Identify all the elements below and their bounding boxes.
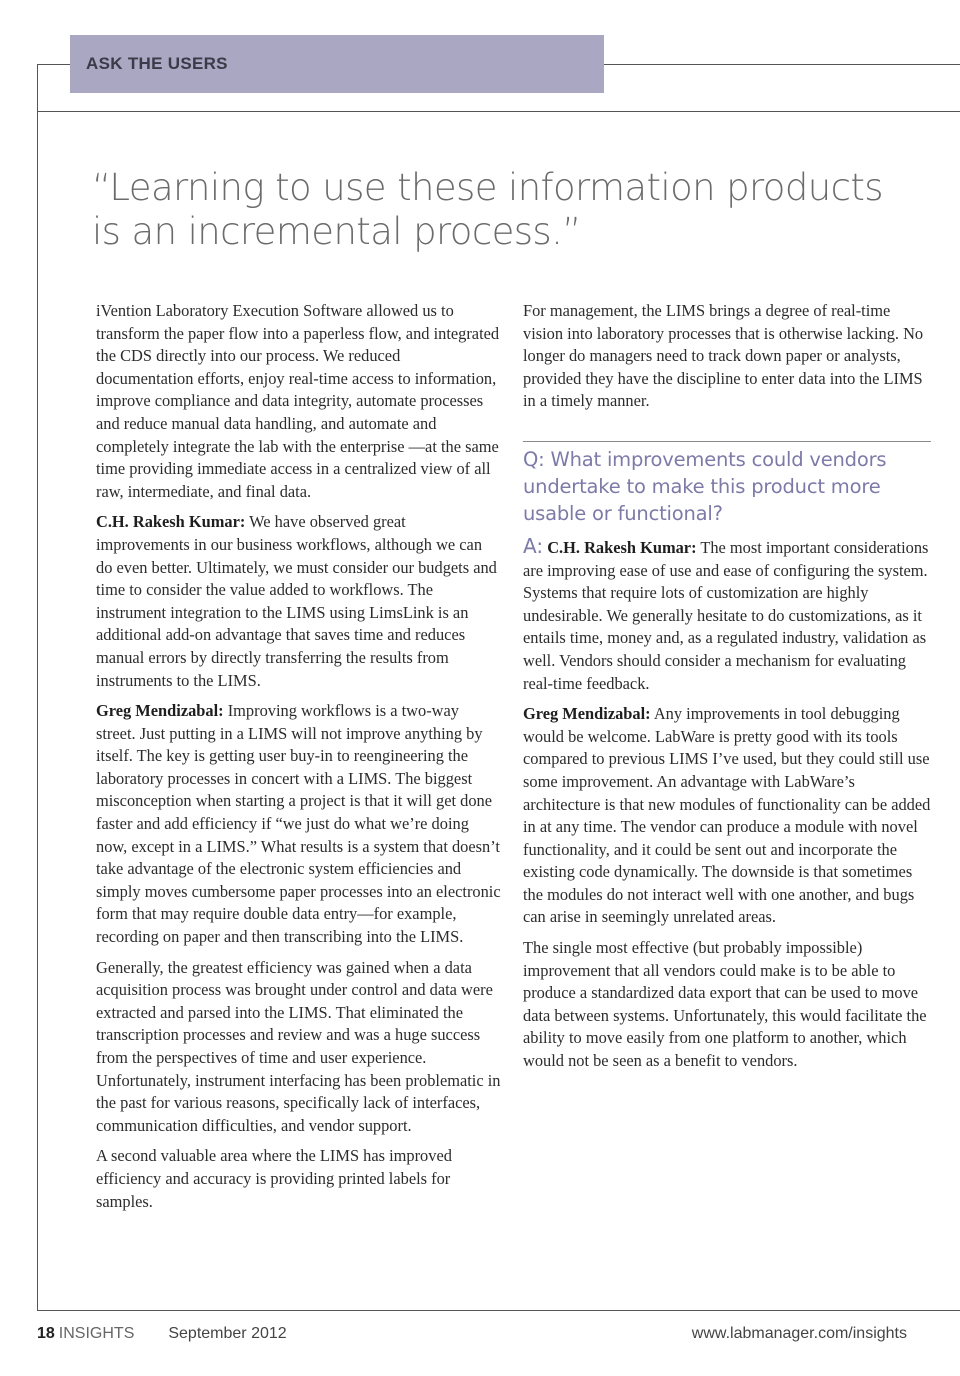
question	[523, 446, 931, 527]
pull-quote: “Learning to use these information products is an incremental process.”	[92, 166, 883, 253]
speaker-name: Greg Mendizabal:	[523, 704, 651, 724]
section-tab	[70, 35, 604, 93]
question-text: What improvements could vendors undertake to make this product more usable or functional?	[523, 447, 887, 525]
answer-prefix: A:	[523, 533, 544, 558]
question-prefix: Q:	[523, 447, 545, 471]
footer-section: INSIGHTS	[58, 1325, 135, 1342]
frame-left-rule	[37, 64, 38, 1311]
footer-date: September 2012	[168, 1325, 287, 1342]
speaker-name: Greg Mendizabal:	[96, 701, 224, 721]
speaker-name: C.H. Rakesh Kumar:	[547, 537, 697, 557]
frame-top-rule-right	[604, 64, 960, 65]
frame-top-rule-left	[37, 64, 70, 65]
speaker-name: C.H. Rakesh Kumar:	[96, 512, 246, 532]
page-number: 18	[37, 1325, 55, 1342]
frame-bottom-rule	[37, 1310, 960, 1311]
paragraph: A second valuable area where the LIMS has improved efficiency and accuracy is providing printed labels for samples.	[96, 1146, 452, 1211]
paragraph	[96, 700, 501, 949]
footer-url: www.labmanager.com/insights	[691, 1325, 907, 1342]
paragraph-text: Improving workflows is a two-way street. Just putting in a LIMS will not improve anything by itself. The key is getting user buy-in to reengineering the laboratory processes in concert with a LIMS. The biggest misconception when starting a project is that it will get done faster and add efficiency if “we just do what we’re doing now, except in a LIMS.” What results is a system that doesn’t take advantage of the electronic system efficiencies and simply moves cumbersome paper processes into an electronic form that may require double data entry—for example, recording on paper and then transcribing into the LIMS.	[96, 701, 501, 947]
paragraph: Generally, the greatest efficiency was gained when a data acquisition process was brought under control and data were extracted and parsed into the LIMS. That eliminated the transcription processes and review and was a huge success from the perspectives of time and user experience. Unfortunately, instrument interfacing has been problematic in the past for various reasons, specifically lack of interfaces, communication difficulties, and vendor support.	[96, 957, 501, 1135]
answer-paragraph	[523, 535, 931, 695]
paragraph: For management, the LIMS brings a degree of real-time vision into laboratory processes that is otherwise lacking. No longer do managers need to track down paper or analysts, provided they have the discipline to enter data into the LIMS in a timely manner.	[523, 301, 924, 411]
paragraph: iVention Laboratory Execution Software allowed us to transform the paper flow into a paperless flow, and integrated the CDS directly into our process. We reduced documentation efforts, enjoy real-time access to information, improve compliance and data integrity, automate processes and reduce manual data handling, and automate and completely integrate the lab with the enterprise —at the same time providing immediate access in a centralized view of all raw, intermediate, and final data.	[96, 301, 500, 501]
header-rule	[37, 111, 960, 112]
paragraph	[96, 511, 501, 692]
right-column	[523, 300, 931, 1081]
section-label: ASK THE USERS	[86, 54, 228, 73]
paragraph-text: Any improvements in tool debugging would be welcome. LabWare is pretty good with its tools compared to previous LIMS I’ve used, but they could still use some improvement. An advantage with LabWare’s architecture is that new modules of functionality can be added in at any time. The vendor can produce a module with novel functionality, and it could be sent out and incorporate the existing code dynamically. The downside is that sometimes the modules do not interact well with one another, and bugs can arise in seemingly unrelated areas.	[523, 704, 931, 927]
footer-left	[37, 1325, 287, 1343]
paragraph	[523, 703, 931, 929]
paragraph-text: We have observed great improvements in our business workflows, although we can do even better. Ultimately, we must consider our budgets and time to consider the value added to workflows. The instrument integration to the LIMS using LimsLink is an additional add-on advantage that saves time and reduces manual errors by directly transferring the results from instruments to the LIMS.	[96, 512, 497, 690]
paragraph: The single most effective (but probably impossible) improvement that all vendors could make is to be able to produce a standardized data export that can be used to move data between systems. Unfortunately, this would facilitate the ability to move easily from one platform to another, which would not be seen as a benefit to vendors.	[523, 938, 927, 1071]
question-divider	[523, 441, 931, 442]
paragraph-text: The most important considerations are improving ease of use and ease of configuring the system. Systems that require lots of customization are highly undesirable. We generally hesitate to do customizations, as it entails time, money and, as a regulated industry, validation as well. Vendors should consider a mechanism for evaluating real-time feedback.	[523, 537, 929, 693]
left-column	[96, 300, 501, 1221]
